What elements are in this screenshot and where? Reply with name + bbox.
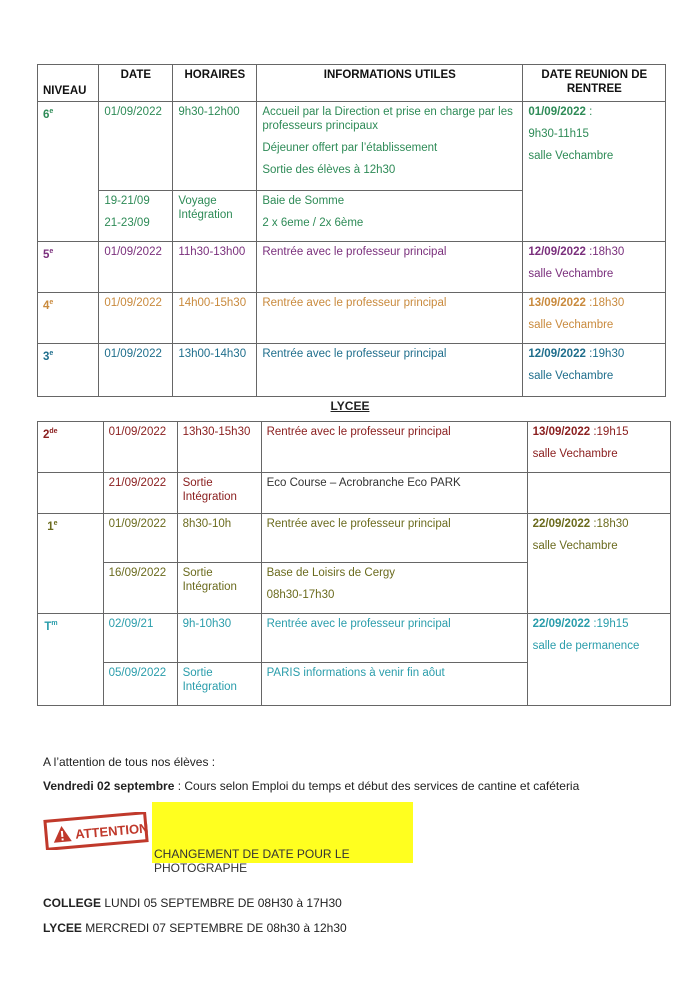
- niveau-label: 1: [47, 520, 54, 533]
- date-cell: 05/09/2022: [103, 663, 177, 706]
- reunion-cell: [523, 293, 666, 344]
- info-cell: PARIS informations à venir fin aôut: [261, 663, 527, 706]
- reunion-time: 9h30-11h15: [528, 128, 589, 140]
- attention-stamp-icon: [43, 812, 149, 850]
- info-cell: Rentrée avec le professeur principal: [261, 514, 527, 563]
- reunion-time: :18h30: [585, 246, 625, 258]
- reunion-time: :19h15: [590, 618, 629, 630]
- reunion-date: 13/09/2022: [528, 297, 586, 309]
- niveau-sup: e: [49, 248, 54, 255]
- vendredi-note: [43, 779, 579, 793]
- date-cell: 01/09/2022: [99, 293, 173, 344]
- table-row: [38, 242, 666, 293]
- date-cell: 01/09/2022: [103, 422, 177, 473]
- reunion-cell: [527, 473, 670, 514]
- horaire-cell: Sortie Intégration: [177, 473, 261, 514]
- niveau-sup: e: [49, 299, 54, 306]
- reunion-cell: [527, 614, 670, 706]
- horaire-cell: 13h30-15h30: [177, 422, 261, 473]
- date-text: 21-23/09: [104, 217, 150, 229]
- reunion-cell: [523, 344, 666, 397]
- college-photo-note: [43, 896, 342, 910]
- info-cell: Rentrée avec le professeur principal: [261, 614, 527, 663]
- horaire-cell: 9h30-12h00: [173, 102, 257, 191]
- horaire-cell: 14h00-15h30: [173, 293, 257, 344]
- table-row: [38, 422, 671, 473]
- horaire-cell: 11h30-13h00: [173, 242, 257, 293]
- reunion-time: :19h15: [590, 426, 629, 438]
- niveau-cell: [38, 422, 104, 473]
- niveau-cell: [38, 293, 99, 344]
- info-cell: [261, 563, 527, 614]
- table-row: [38, 514, 671, 563]
- lycee-label: LYCEE: [43, 921, 82, 935]
- date-cell: 01/09/2022: [99, 344, 173, 397]
- college-label: COLLEGE: [43, 896, 102, 910]
- info-text: 2 x 6eme / 2x 6ème: [262, 217, 364, 229]
- reunion-room: salle Vechambre: [528, 319, 614, 331]
- niveau-cell: [38, 514, 104, 614]
- reunion-date: 22/09/2022: [532, 618, 591, 630]
- date-cell: 16/09/2022: [103, 563, 177, 614]
- reunion-room: salle Vechambre: [528, 370, 614, 382]
- niveau-sup: e: [49, 350, 54, 357]
- date-cell: 21/09/2022: [103, 473, 177, 514]
- reunion-room: salle Vechambre: [528, 268, 614, 280]
- info-text: 08h30-17h30: [266, 589, 335, 601]
- reunion-room: salle Vechambre: [528, 150, 614, 162]
- niveau-cell: [38, 473, 104, 514]
- reunion-room: salle Vechambre: [532, 540, 618, 552]
- horaire-cell: Sortie Intégration: [177, 663, 261, 706]
- info-cell: Rentrée avec le professeur principal: [257, 242, 523, 293]
- horaire-cell: Voyage Intégration: [173, 191, 257, 242]
- lycee-photo-note: [43, 921, 347, 935]
- info-text: Accueil par la Direction et prise en charge par les professeurs principaux: [262, 106, 513, 132]
- table-row: [38, 614, 671, 663]
- niveau-cell: [38, 344, 99, 397]
- reunion-sep: :: [585, 106, 593, 118]
- reunion-time: :18h30: [585, 297, 625, 309]
- header-infos: INFORMATIONS UTILES: [257, 65, 523, 102]
- reunion-date: 13/09/2022: [532, 426, 591, 438]
- vendredi-text: : Cours selon Emploi du temps et début des services de cantine et caféteria: [174, 779, 580, 793]
- lycee-heading: LYCEE: [330, 399, 370, 413]
- niveau-sup: m: [51, 620, 58, 627]
- date-cell: 01/09/2022: [99, 242, 173, 293]
- niveau-sup: e: [53, 520, 58, 527]
- reunion-time: :19h30: [585, 348, 625, 360]
- info-cell: Rentrée avec le professeur principal: [261, 422, 527, 473]
- table-row: [38, 102, 666, 191]
- info-text: Base de Loisirs de Cergy: [266, 567, 396, 579]
- reunion-cell: [527, 422, 670, 473]
- reunion-cell: [523, 242, 666, 293]
- college-schedule-table: [37, 64, 666, 397]
- info-cell: Rentrée avec le professeur principal: [257, 344, 523, 397]
- lycee-photo-text: MERCREDI 07 SEPTEMBRE DE 08h30 à 12h30: [81, 921, 347, 935]
- table-header-row: [38, 65, 666, 102]
- niveau-label: 5: [43, 248, 50, 261]
- info-cell: [257, 102, 523, 191]
- changement-text: CHANGEMENT DE DATE POUR LE PHOTOGRAPHE: [154, 847, 350, 875]
- reunion-cell: [523, 102, 666, 242]
- niveau-label: 6: [43, 108, 50, 121]
- niveau-label: 3: [43, 350, 50, 363]
- attention-all-text: A l’attention de tous nos élèves :: [43, 755, 216, 769]
- info-cell: Eco Course – Acrobranche Eco PARK: [261, 473, 527, 514]
- reunion-date: 22/09/2022: [532, 518, 591, 530]
- reunion-time: :18h30: [590, 518, 629, 530]
- info-cell: [257, 191, 523, 242]
- info-cell: Rentrée avec le professeur principal: [257, 293, 523, 344]
- date-cell: 01/09/2022: [99, 102, 173, 191]
- lycee-schedule-table: [37, 421, 671, 706]
- info-text: Sortie des élèves à 12h30: [262, 164, 396, 176]
- college-photo-text: LUNDI 05 SEPTEMBRE DE 08H30 à 17H30: [101, 896, 342, 910]
- header-horaires: HORAIRES: [173, 65, 257, 102]
- table-row: [38, 344, 666, 397]
- reunion-date: 01/09/2022: [528, 106, 586, 118]
- reunion-date: 12/09/2022: [528, 246, 586, 258]
- info-text: Baie de Somme: [262, 195, 345, 207]
- niveau-sup: de: [49, 428, 58, 435]
- stamp-text: ATTENTION: [74, 820, 149, 842]
- header-reunion: DATE REUNION DE RENTREE: [523, 65, 666, 102]
- table-row: [38, 473, 671, 514]
- vendredi-label: Vendredi 02 septembre: [43, 779, 175, 793]
- reunion-date: 12/09/2022: [528, 348, 586, 360]
- info-text: Déjeuner offert par l’établissement: [262, 142, 438, 154]
- horaire-cell: 9h-10h30: [177, 614, 261, 663]
- niveau-label: T: [44, 620, 52, 633]
- date-text: 19-21/09: [104, 195, 150, 207]
- reunion-room: salle de permanence: [532, 640, 640, 652]
- horaire-cell: 13h00-14h30: [173, 344, 257, 397]
- header-niveau: NIVEAU: [38, 65, 99, 102]
- niveau-label: 2: [43, 428, 50, 441]
- niveau-cell: [38, 614, 104, 706]
- niveau-label: 4: [43, 299, 50, 312]
- table-row: [38, 293, 666, 344]
- date-cell: 02/09/21: [103, 614, 177, 663]
- niveau-cell: [38, 242, 99, 293]
- reunion-cell: [527, 514, 670, 614]
- highlight-box: [152, 802, 413, 875]
- date-cell: [99, 191, 173, 242]
- header-date: DATE: [99, 65, 173, 102]
- date-cell: 01/09/2022: [103, 514, 177, 563]
- horaire-cell: 8h30-10h: [177, 514, 261, 563]
- niveau-cell: [38, 102, 99, 242]
- horaire-cell: Sortie Intégration: [177, 563, 261, 614]
- niveau-sup: e: [49, 108, 54, 115]
- reunion-room: salle Vechambre: [532, 448, 618, 460]
